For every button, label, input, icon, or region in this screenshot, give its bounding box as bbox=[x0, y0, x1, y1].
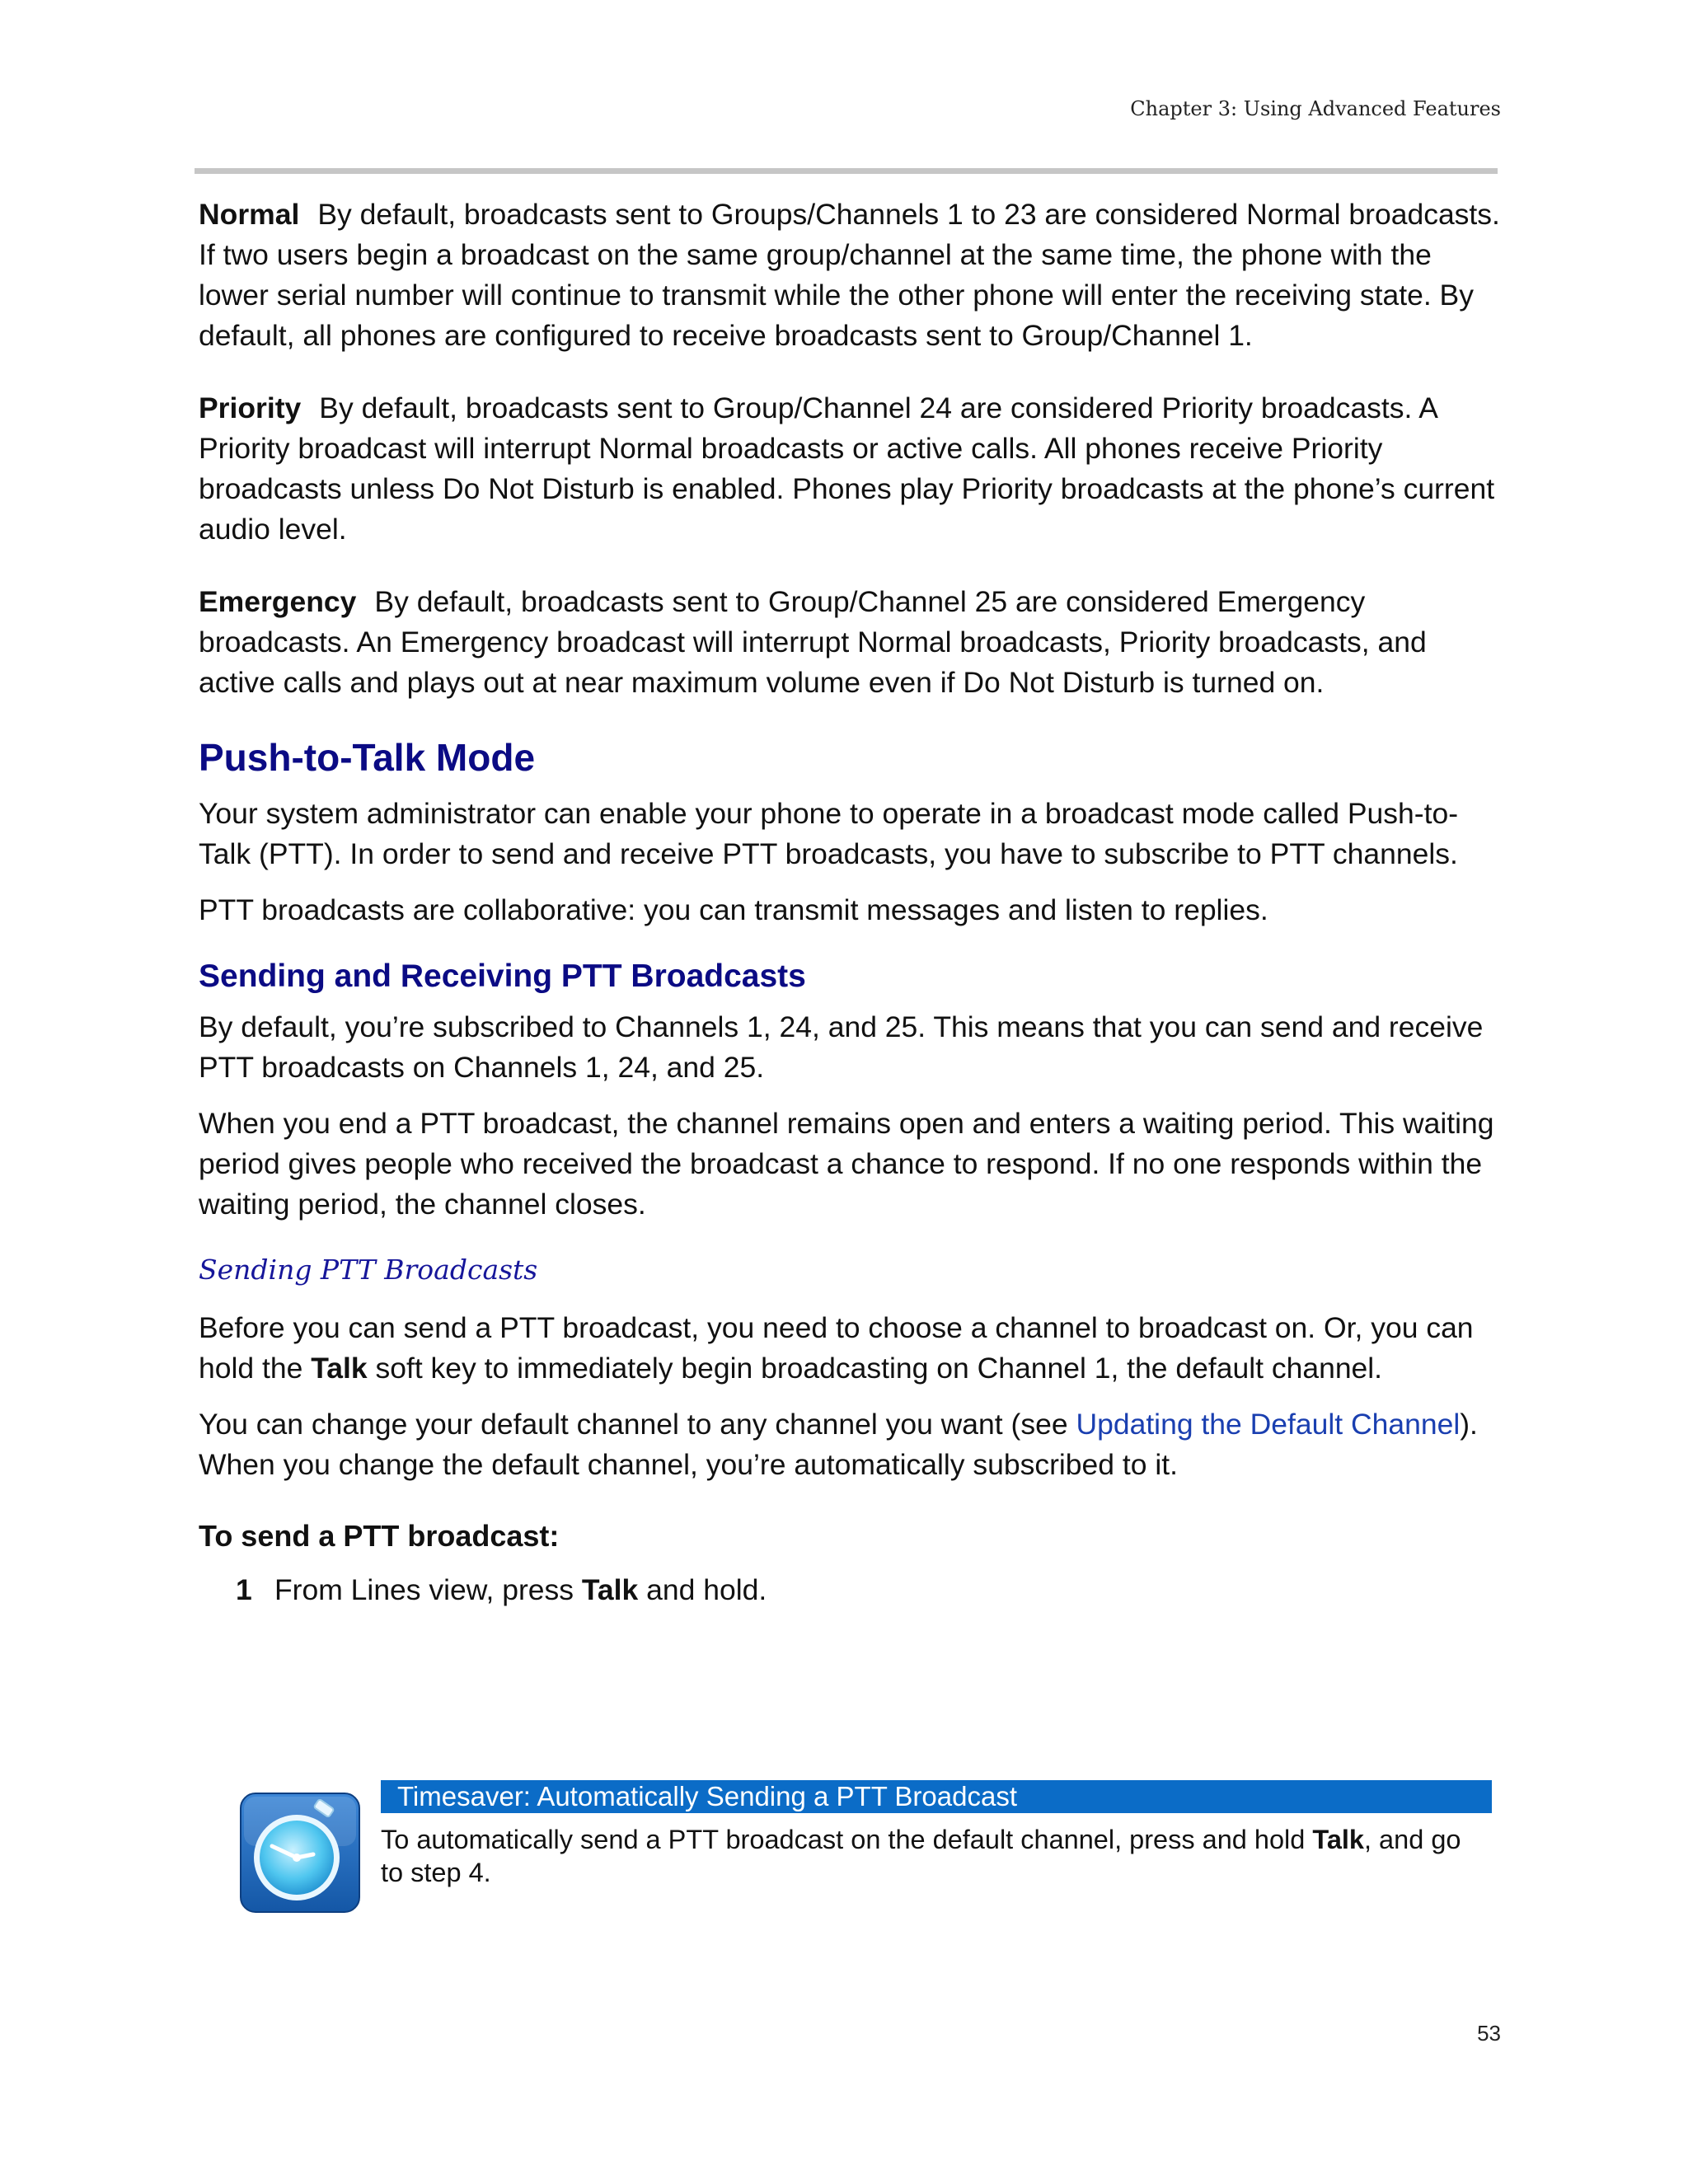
talk-key-label: Talk bbox=[311, 1352, 368, 1385]
talk-key-label: Talk bbox=[581, 1573, 639, 1606]
text-run: soft key to immediately begin broadcasting on Channel 1, the default channel. bbox=[367, 1352, 1383, 1385]
priority-broadcast-definition bbox=[199, 388, 1501, 550]
normal-text: By default, broadcasts sent to Groups/Channels 1 to 23 are considered Normal broadcasts. If two users begin a broadcast on the same group/channel at the same time, the phone with the lower serial number will continue to transmit while the other phone will enter the receiving state. By default, all phones are configured to receive broadcasts sent to Group/Channel 1. bbox=[199, 198, 1500, 352]
text-run: To automatically send a PTT broadcast on the default channel, press and hold bbox=[381, 1825, 1313, 1854]
header-rule bbox=[195, 168, 1498, 174]
stopwatch-icon bbox=[239, 1792, 361, 1914]
section-heading-ptt-mode: Push-to-Talk Mode bbox=[199, 736, 536, 779]
normal-broadcast-definition bbox=[199, 194, 1501, 356]
text-run: and hold. bbox=[638, 1573, 767, 1606]
term-normal: Normal bbox=[199, 198, 300, 231]
waiting-period-paragraph: When you end a PTT broadcast, the channel remains open and enters a waiting period. This waiting period gives people who received the broadcast a chance to respond. If no one responds within the waiting period, the channel closes. bbox=[199, 1107, 1494, 1221]
timesaver-text bbox=[381, 1823, 1477, 1889]
emergency-broadcast-definition bbox=[199, 582, 1501, 703]
subsection-heading-send-receive: Sending and Receiving PTT Broadcasts bbox=[199, 958, 806, 994]
running-header: Chapter 3: Using Advanced Features bbox=[1130, 97, 1501, 120]
step-number: 1 bbox=[236, 1573, 252, 1606]
text-run: You can change your default channel to any channel you want (see bbox=[199, 1408, 1076, 1441]
ptt-collaborative-paragraph: PTT broadcasts are collaborative: you can transmit messages and listen to replies. bbox=[199, 893, 1268, 926]
talk-key-label: Talk bbox=[1312, 1825, 1364, 1854]
page-content bbox=[199, 194, 1501, 1610]
default-channel-paragraph bbox=[199, 1404, 1501, 1485]
subscribed-channels-paragraph: By default, you’re subscribed to Channels 1, 24, and 25. This means that you can send and receive PTT broadcasts on Channels 1, 24, and 25. bbox=[199, 1010, 1484, 1084]
ptt-intro-paragraph: Your system administrator can enable your phone to operate in a broadcast mode called Push-to-Talk (PTT). In order to send and receive PTT broadcasts, you have to subscribe to PTT channels. bbox=[199, 797, 1459, 870]
subsubsection-heading-sending: Sending PTT Broadcasts bbox=[199, 1254, 538, 1286]
updating-default-channel-link[interactable]: Updating the Default Channel bbox=[1076, 1408, 1461, 1441]
term-emergency: Emergency bbox=[199, 585, 357, 618]
text-run: From Lines view, press bbox=[274, 1573, 582, 1606]
text-run: , and go to step 4. bbox=[381, 1825, 1461, 1887]
timesaver-title: Timesaver: Automatically Sending a PTT Broadcast bbox=[381, 1780, 1492, 1813]
priority-text: By default, broadcasts sent to Group/Channel 24 are considered Priority broadcasts. A Priority broadcast will interrupt Normal broadcasts or active calls. All phones receive Priority broadcasts unless Do Not Disturb is enabled. Phones play Priority broadcasts at the phone’s current audio level. bbox=[199, 391, 1495, 546]
term-priority: Priority bbox=[199, 391, 302, 424]
procedure-step bbox=[199, 1570, 1501, 1610]
emergency-text: By default, broadcasts sent to Group/Channel 25 are considered Emergency broadcasts. An Emergency broadcast will interrupt Normal broadcasts, Priority broadcasts, and active calls and plays out at near maximum volume even if Do Not Disturb is turned on. bbox=[199, 585, 1427, 699]
timesaver-callout bbox=[239, 1780, 1492, 1904]
page-number: 53 bbox=[1477, 2021, 1501, 2046]
text-run: ). When you change the default channel, you’re automatically subscribed to it. bbox=[199, 1408, 1478, 1481]
procedure-title: To send a PTT broadcast: bbox=[199, 1519, 560, 1553]
choose-channel-paragraph bbox=[199, 1308, 1501, 1389]
text-run: Before you can send a PTT broadcast, you need to choose a channel to broadcast on. Or, you can hold the bbox=[199, 1311, 1474, 1385]
